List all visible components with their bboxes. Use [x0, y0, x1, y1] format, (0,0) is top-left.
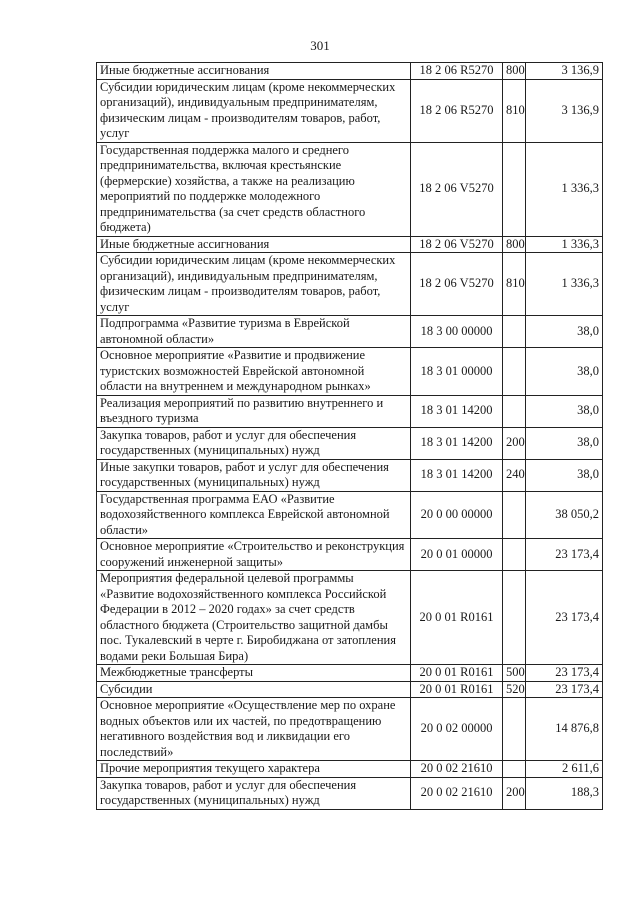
row-amount: 38,0: [526, 427, 603, 459]
row-code: 18 2 06 V5270: [411, 236, 503, 253]
row-amount: 23 173,4: [526, 665, 603, 682]
table-row: [97, 491, 603, 539]
table-row: [97, 63, 603, 80]
row-expense-type: [503, 539, 526, 571]
row-name: Прочие мероприятия текущего характера: [97, 761, 411, 778]
row-code: 20 0 01 R0161: [411, 571, 503, 665]
row-name: Подпрограмма «Развитие туризма в Еврейской автономной области»: [97, 316, 411, 348]
table-row: [97, 459, 603, 491]
row-name: Реализация мероприятий по развитию внутреннего и въездного туризма: [97, 395, 411, 427]
row-expense-type: [503, 761, 526, 778]
row-name: Основное мероприятие «Строительство и реконструкция сооружений инженерной защиты»: [97, 539, 411, 571]
row-amount: 23 173,4: [526, 571, 603, 665]
row-code: 18 3 01 14200: [411, 395, 503, 427]
row-expense-type: 500: [503, 665, 526, 682]
row-expense-type: [503, 316, 526, 348]
row-expense-type: 200: [503, 427, 526, 459]
row-code: 18 3 01 14200: [411, 427, 503, 459]
table-row: [97, 142, 603, 236]
table-row: [97, 79, 603, 142]
table-row: [97, 777, 603, 809]
row-name: Мероприятия федеральной целевой программы «Развитие водохозяйственного комплекса Российской Федерации в 2012 – 2020 годах» за счет средств областного бюджета (Строительство защитной дамбы пос. Тукалевский в черте г. Биробиджана от затопления водами реки Большая Бира): [97, 571, 411, 665]
row-amount: 1 336,3: [526, 236, 603, 253]
row-name: Межбюджетные трансферты: [97, 665, 411, 682]
row-code: 20 0 00 00000: [411, 491, 503, 539]
row-name: Субсидии: [97, 681, 411, 698]
row-expense-type: 240: [503, 459, 526, 491]
row-amount: 23 173,4: [526, 681, 603, 698]
row-code: 20 0 02 21610: [411, 761, 503, 778]
table-row: [97, 316, 603, 348]
budget-table: [96, 62, 603, 810]
row-expense-type: 810: [503, 79, 526, 142]
table-row: [97, 253, 603, 316]
table-row: [97, 539, 603, 571]
row-amount: 38 050,2: [526, 491, 603, 539]
row-name: Государственная программа ЕАО «Развитие водохозяйственного комплекса Еврейской автономной области»: [97, 491, 411, 539]
row-amount: 1 336,3: [526, 142, 603, 236]
row-expense-type: [503, 348, 526, 396]
row-expense-type: [503, 698, 526, 761]
row-amount: 3 136,9: [526, 63, 603, 80]
row-code: 20 0 02 00000: [411, 698, 503, 761]
row-amount: 38,0: [526, 395, 603, 427]
row-expense-type: [503, 571, 526, 665]
row-name: Иные бюджетные ассигнования: [97, 63, 411, 80]
row-amount: 2 611,6: [526, 761, 603, 778]
row-code: 18 2 06 R5270: [411, 63, 503, 80]
table-row: [97, 427, 603, 459]
table-row: [97, 348, 603, 396]
table-row: [97, 761, 603, 778]
row-expense-type: 800: [503, 63, 526, 80]
row-amount: 38,0: [526, 316, 603, 348]
row-expense-type: [503, 395, 526, 427]
row-code: 20 0 01 R0161: [411, 681, 503, 698]
row-code: 18 3 01 00000: [411, 348, 503, 396]
row-expense-type: 520: [503, 681, 526, 698]
row-code: 18 2 06 V5270: [411, 253, 503, 316]
row-expense-type: 810: [503, 253, 526, 316]
row-name: Государственная поддержка малого и среднего предпринимательства, включая крестьянские (фермерские) хозяйства, а также на реализацию мероприятий по поддержке молодежного предпринимательства (за счет средств областного бюджета): [97, 142, 411, 236]
table-row: [97, 681, 603, 698]
budget-table-body: [97, 63, 603, 810]
page-number: 301: [310, 38, 330, 53]
table-row: [97, 236, 603, 253]
row-expense-type: 200: [503, 777, 526, 809]
table-row: [97, 665, 603, 682]
row-expense-type: 800: [503, 236, 526, 253]
row-name: Иные закупки товаров, работ и услуг для обеспечения государственных (муниципальных) нужд: [97, 459, 411, 491]
row-amount: 38,0: [526, 459, 603, 491]
row-name: Иные бюджетные ассигнования: [97, 236, 411, 253]
table-row: [97, 395, 603, 427]
row-name: Основное мероприятие «Развитие и продвижение туристских возможностей Еврейской автономной области на внутреннем и международном рынках»: [97, 348, 411, 396]
row-amount: 38,0: [526, 348, 603, 396]
row-code: 20 0 01 00000: [411, 539, 503, 571]
table-row: [97, 571, 603, 665]
row-name: Закупка товаров, работ и услуг для обеспечения государственных (муниципальных) нужд: [97, 427, 411, 459]
row-code: 18 3 01 14200: [411, 459, 503, 491]
row-amount: 23 173,4: [526, 539, 603, 571]
row-name: Закупка товаров, работ и услуг для обеспечения государственных (муниципальных) нужд: [97, 777, 411, 809]
row-name: Субсидии юридическим лицам (кроме некоммерческих организаций), индивидуальным предпринимателям, физическим лицам - производителям товаров, работ, услуг: [97, 253, 411, 316]
row-amount: 1 336,3: [526, 253, 603, 316]
row-code: 20 0 02 21610: [411, 777, 503, 809]
row-expense-type: [503, 491, 526, 539]
row-amount: 3 136,9: [526, 79, 603, 142]
row-amount: 14 876,8: [526, 698, 603, 761]
row-amount: 188,3: [526, 777, 603, 809]
row-code: 18 2 06 R5270: [411, 79, 503, 142]
row-code: 18 3 00 00000: [411, 316, 503, 348]
row-name: Основное мероприятие «Осуществление мер по охране водных объектов или их частей, по предотвращению негативного воздействия вод и ликвидации его последствий»: [97, 698, 411, 761]
table-row: [97, 698, 603, 761]
row-expense-type: [503, 142, 526, 236]
row-code: 20 0 01 R0161: [411, 665, 503, 682]
row-name: Субсидии юридическим лицам (кроме некоммерческих организаций), индивидуальным предпринимателям, физическим лицам - производителям товаров, работ, услуг: [97, 79, 411, 142]
row-code: 18 2 06 V5270: [411, 142, 503, 236]
